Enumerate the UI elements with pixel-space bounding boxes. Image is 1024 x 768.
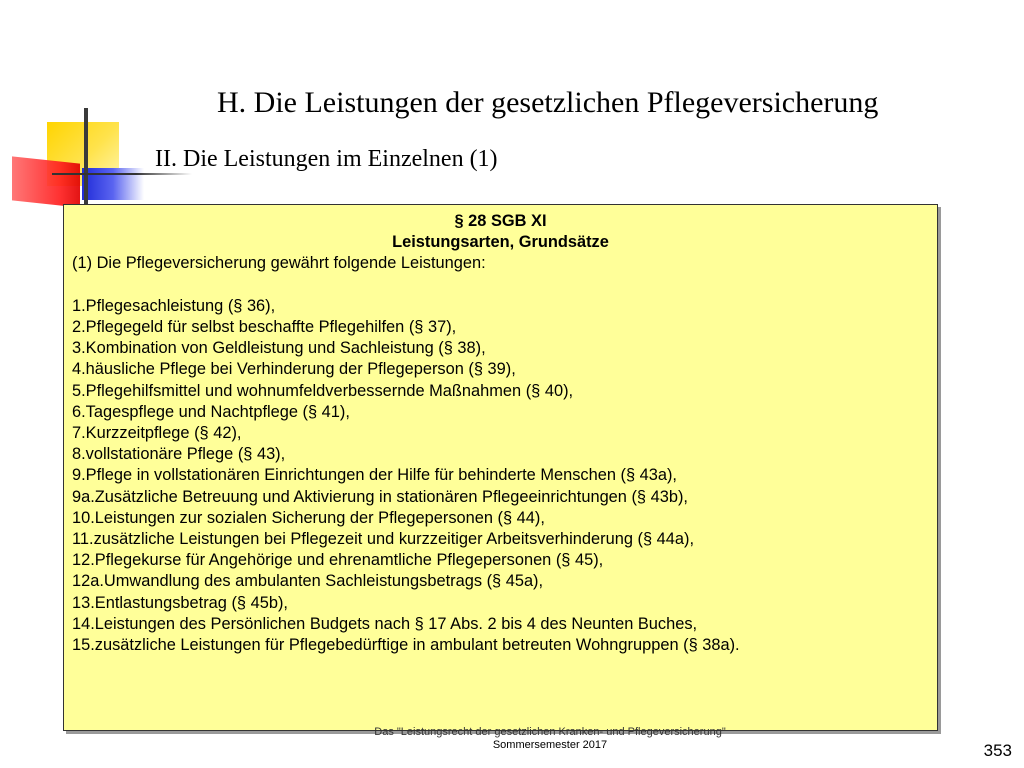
list-item: 2.Pflegegeld für selbst beschaffte Pflegehilfen (§ 37), <box>72 318 457 336</box>
slide-title: H. Die Leistungen der gesetzlichen Pflegeversicherung <box>217 86 879 119</box>
statute-intro: (1) Die Pflegeversicherung gewährt folgende Leistungen: <box>72 254 486 273</box>
footer-course-title: Das "Leistungsrecht der gesetzlichen Kranken- und Pflegeversicherung" <box>374 726 726 738</box>
list-item: 11.zusätzliche Leistungen bei Pflegezeit und kurzzeitiger Arbeitsverhinderung (§ 44a), <box>72 530 695 549</box>
logo-vertical-line <box>84 108 88 212</box>
slide-subtitle: II. Die Leistungen im Einzelnen (1) <box>155 146 498 172</box>
list-item: 5.Pflegehilfsmittel und wohnumfeldverbessernde Maßnahmen (§ 40), <box>72 381 574 400</box>
list-item: 10.Leistungen zur sozialen Sicherung der Pflegepersonen (§ 44), <box>72 508 545 527</box>
list-item: 9a.Zusätzliche Betreuung und Aktivierung in stationären Pflegeeinrichtungen (§ 43b), <box>72 487 688 506</box>
list-item: 14.Leistungen des Persönlichen Budgets nach § 17 Abs. 2 bis 4 des Neunten Buches, <box>72 614 698 633</box>
list-item: 8.vollstationäre Pflege (§ 43), <box>72 445 286 464</box>
list-item: 15.zusätzliche Leistungen für Pflegebedürftige in ambulant betreuten Wohngruppen (§ 38a). <box>72 636 740 655</box>
list-item: 13.Entlastungsbetrag (§ 45b), <box>72 593 288 612</box>
list-item: 4.häusliche Pflege bei Verhinderung der Pflegeperson (§ 39), <box>72 360 516 379</box>
list-item: 12.Pflegekurse für Angehörige und ehrenamtliche Pflegepersonen (§ 45), <box>72 551 604 570</box>
statute-textbox <box>63 204 938 731</box>
statute-subheading: Leistungsarten, Grundsätze <box>392 233 609 252</box>
statute-heading: § 28 SGB XI <box>454 212 547 230</box>
slide-footer <box>200 726 900 752</box>
benefits-list <box>72 296 929 656</box>
page-number: 353 <box>983 741 1012 760</box>
list-item: 12a.Umwandlung des ambulanten Sachleistungsbetrags (§ 45a), <box>72 572 544 591</box>
logo-red-block <box>12 156 80 207</box>
list-item: 9.Pflege in vollstationären Einrichtungen der Hilfe für behinderte Menschen (§ 43a), <box>72 466 677 485</box>
logo-horizontal-line <box>52 173 192 175</box>
footer-semester: Sommersemester 2017 <box>492 739 608 751</box>
list-item: 7.Kurzzeitpflege (§ 42), <box>72 424 242 443</box>
list-item: 3.Kombination von Geldleistung und Sachleistung (§ 38), <box>72 339 486 358</box>
spacer <box>72 275 929 296</box>
list-item: 6.Tagespflege und Nachtpflege (§ 41), <box>72 402 350 421</box>
list-item: 1.Pflegesachleistung (§ 36), <box>72 296 276 315</box>
